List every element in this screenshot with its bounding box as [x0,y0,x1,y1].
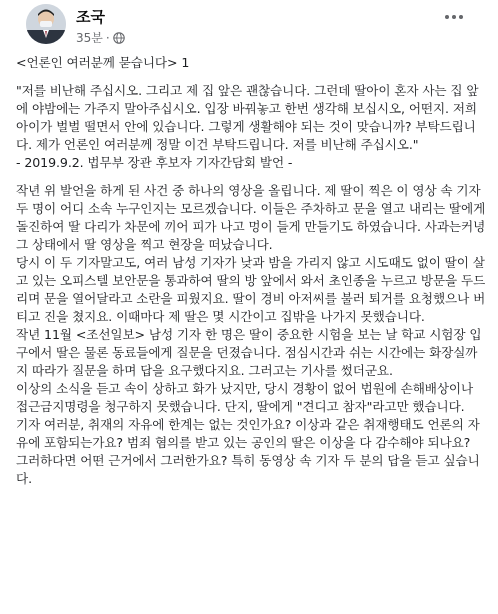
author-name[interactable]: 조국 [76,8,105,26]
post-title: <언론인 여러분께 묻습니다> 1 [16,55,190,70]
meta-separator: · [105,30,110,45]
profile-photo-icon [26,4,66,44]
post-meta [76,29,125,46]
quote-paragraph: "저를 비난해 주십시오. 그리고 제 집 앞은 괜찮습니다. 그런데 딸아이 혼자 사는 집 앞에 야밤에는 가주지 말아주십시오. 입장 바꿔놓고 한번 생각해 보십시오, 어떤지. 저희 아이가 벌벌 떨면서 안에 있습니다. 그렇게 생활해야 되는 것이 맞습니까? 부탁드립니다. 제가 언론인 여러분께 정말 이건 부탁드립니다. 저를 비난해 주십시오." - 2019.9.2. 법무부 장관 후보자 기자간담회 발언 - [16,83,479,170]
main-paragraph: 작년 위 발언을 하게 된 사건 중 하나의 영상을 올립니다. 제 딸이 찍은 이 영상 속 기자 두 명이 어디 소속 누구인지는 모르겠습니다. 이들은 주차하고 문을 열고 내리는 딸에게 돌진하여 딸 다리가 차문에 끼어 피가 나고 멍이 들게 만들기도 하였습니다. 사과는커녕 그 상태에서 딸 영상을 찍고 현장을 떠났습니다. 당시 이 두 기자말고도, 여러 남성 기자가 낮과 밤을 가리지 않고 시도때도 없이 딸이 살고 있는 오피스텔 보안문을 통과하여 딸의 방 앞에서 와서 초인종을 누르고 방문을 두드리며 문을 열어달라고 소란을 피웠지요. 딸이 경비 아저씨를 불러 퇴거를 요청했으나 버티고 진을 쳤지요. 이때마다 제 딸은 몇 시간이고 집밖을 나가지 못했습니다. 작년 11월 <조선일보> 남성 기자 한 명은 딸이 중요한 시험을 보는 날 학교 시험장 입구에서 딸은 물론 동료들에게 질문을 던졌습니다. 점심시간과 쉬는 시간에는 화장실까지 따라가 질문을 하며 답을 요구했다지요. 그러고는 기사를 썼더군요. 이상의 소식을 듣고 속이 상하고 화가 났지만, 당시 경황이 없어 법원에 손해배상이나 접근금지명령을 청구하지 못했습니다. 단지, 딸에게 "견디고 참자"라고만 했습니다. 기자 여러분, 취재의 자유에 한계는 없는 것인가요? 이상과 같은 취재행태도 언론의 자유에 포함되는가요? 범죄 혐의를 받고 있는 공인의 딸은 이상을 다 감수해야 되나요? 그러하다면 어떤 근거에서 그러한가요? 특히 동영상 속 기자 두 분의 답을 듣고 싶습니다. [16,183,486,486]
post-body [16,54,486,488]
post-header [14,0,484,54]
globe-icon[interactable] [113,32,125,44]
more-options-icon[interactable] [440,8,468,26]
post-time[interactable]: 35분 [76,31,103,45]
avatar[interactable] [26,4,66,44]
